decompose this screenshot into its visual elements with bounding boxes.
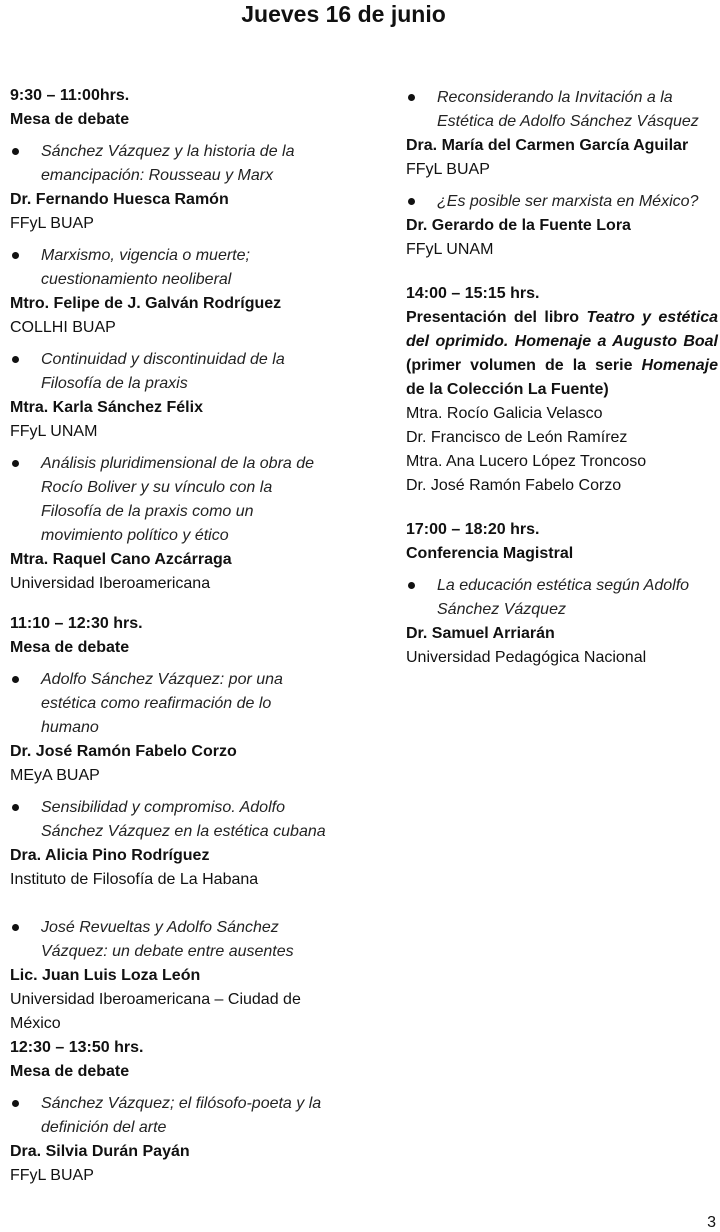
speaker-name: Lic. Juan Luis Loza León (10, 967, 201, 984)
talk-title: José Revueltas y Adolfo Sánchez Vázquez: un debate entre ausentes (10, 916, 330, 964)
talk-title: ¿Es posible ser marxista en México? (406, 190, 718, 214)
bullet-icon (12, 252, 19, 259)
session-time: 14:00 – 15:15 hrs. (406, 285, 540, 302)
talk-title: Sánchez Vázquez; el filósofo-poeta y la definición del arte (10, 1092, 330, 1140)
speaker-affiliation: FFyL UNAM (10, 423, 98, 440)
session-time: 12:30 – 13:50 hrs. (10, 1039, 144, 1056)
session-kind: Mesa de debate (10, 639, 130, 656)
speaker-affiliation: FFyL BUAP (10, 1167, 94, 1184)
speaker-name: Dra. Silvia Durán Payán (10, 1143, 190, 1160)
bullet-icon (12, 148, 19, 155)
talk-title: Continuidad y discontinuidad de la Filosofía de la praxis (10, 348, 330, 396)
bullet-icon (408, 198, 415, 205)
bullet-icon (12, 356, 19, 363)
speaker-affiliation: FFyL UNAM (406, 241, 494, 258)
speaker-affiliation: Universidad Iberoamericana – Ciudad de México (10, 991, 301, 1032)
left-column (10, 84, 330, 1188)
speaker-affiliation: Universidad Iberoamericana (10, 575, 211, 592)
speaker-name: Dra. Alicia Pino Rodríguez (10, 847, 210, 864)
speaker-name: Dr. José Ramón Fabelo Corzo (10, 743, 237, 760)
bullet-icon (12, 676, 19, 683)
talk-title: Sánchez Vázquez y la historia de la emancipación: Rousseau y Marx (10, 140, 330, 188)
speaker-affiliation: MEyA BUAP (10, 767, 100, 784)
session-time: 11:10 – 12:30 hrs. (10, 615, 143, 632)
book-presentation: Presentación del libro Teatro y estética del oprimido. Homenaje a Augusto Boal (primer volumen de la serie Homenaje de la Colección La Fuente) (406, 309, 719, 398)
talk-title: Sensibilidad y compromiso. Adolfo Sánchez Vázquez en la estética cubana (10, 796, 330, 844)
speaker-name: Dr. Samuel Arriarán (406, 625, 555, 642)
speaker-affiliation: Instituto de Filosofía de La Habana (10, 871, 259, 888)
speaker-name: Mtra. Raquel Cano Azcárraga (10, 551, 232, 568)
bullet-icon (12, 460, 19, 467)
presenter: Dr. Francisco de León Ramírez (406, 429, 628, 446)
speaker-name: Dr. Gerardo de la Fuente Lora (406, 217, 631, 234)
bullet-icon (12, 804, 19, 811)
talk-title: Reconsiderando la Invitación a la Estética de Adolfo Sánchez Vásquez (406, 86, 718, 134)
speaker-affiliation: COLLHI BUAP (10, 319, 116, 336)
speaker-name: Dra. María del Carmen García Aguilar (406, 137, 689, 154)
speaker-name: Dr. Fernando Huesca Ramón (10, 191, 229, 208)
talk-title: Análisis pluridimensional de la obra de Rocío Boliver y su vínculo con la Filosofía de la praxis como un movimiento político y ético (10, 452, 330, 548)
presenter: Mtra. Rocío Galicia Velasco (406, 405, 603, 422)
speaker-affiliation: FFyL BUAP (10, 215, 94, 232)
bullet-icon (12, 924, 19, 931)
talk-title: Adolfo Sánchez Vázquez: por una estética como reafirmación de lo humano (10, 668, 330, 740)
session-kind: Mesa de debate (10, 111, 130, 128)
session-kind: Mesa de debate (10, 1063, 130, 1080)
presenter: Dr. José Ramón Fabelo Corzo (406, 477, 622, 494)
talk-title: Marxismo, vigencia o muerte; cuestionamiento neoliberal (10, 244, 330, 292)
bullet-icon (408, 582, 415, 589)
bullet-icon (408, 94, 415, 101)
talk-title: La educación estética según Adolfo Sánchez Vázquez (406, 574, 718, 622)
session-kind: Conferencia Magistral (406, 545, 574, 562)
speaker-name: Mtra. Karla Sánchez Félix (10, 399, 203, 416)
bullet-icon (12, 1100, 19, 1107)
speaker-name: Mtro. Felipe de J. Galván Rodríguez (10, 295, 282, 312)
session-time: 17:00 – 18:20 hrs. (406, 521, 540, 538)
right-column (406, 86, 718, 670)
speaker-affiliation: FFyL BUAP (406, 161, 490, 178)
presenter: Mtra. Ana Lucero López Troncoso (406, 453, 647, 470)
session-time: 9:30 – 11:00hrs. (10, 87, 130, 104)
page-number: 3 (707, 1214, 716, 1231)
page-title: Jueves 16 de junio (241, 1, 446, 27)
speaker-affiliation: Universidad Pedagógica Nacional (406, 649, 647, 666)
